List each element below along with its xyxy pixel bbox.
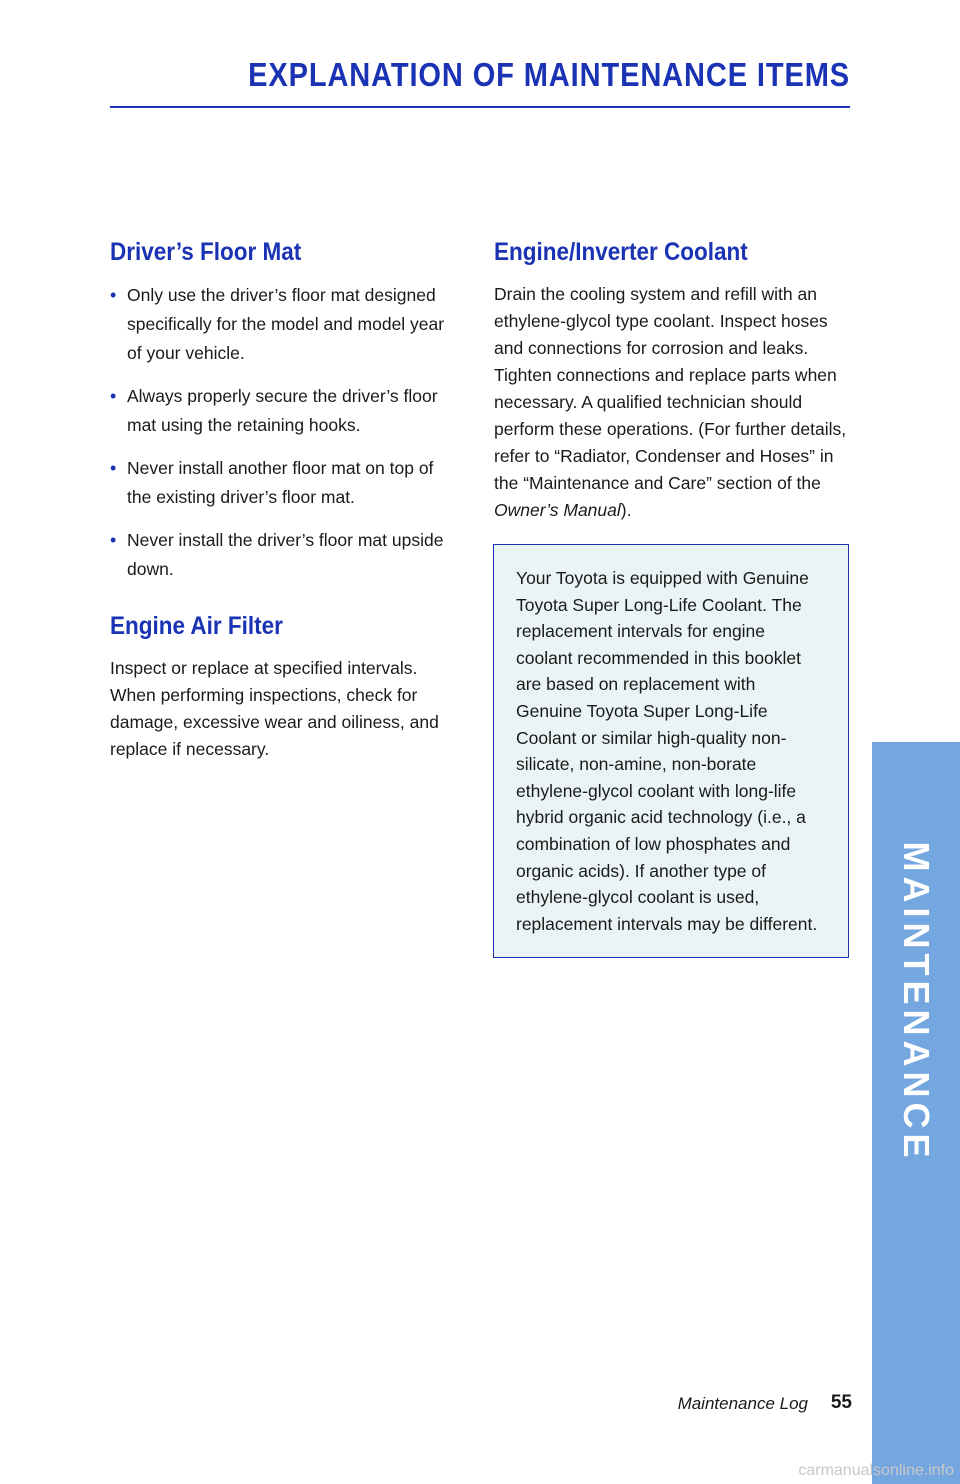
right-column <box>494 238 850 524</box>
bullet-dot-icon: • <box>110 458 117 478</box>
bullet-text: Only use the driver’s floor mat designed specifically for the model and model year of your vehicle. <box>127 285 445 363</box>
page-number: 55 <box>830 1392 852 1413</box>
left-column <box>110 238 455 763</box>
bullet-text: Never install the driver’s floor mat upside down. <box>127 530 444 579</box>
air-filter-heading: Engine Air Filter <box>110 612 283 640</box>
list-item <box>110 382 455 440</box>
coolant-heading: Engine/Inverter Coolant <box>494 238 748 266</box>
coolant-note-text: Your Toyota is equipped with Genuine Toyota Super Long-Life Coolant. The replacement intervals for engine coolant recommended in this booklet are based on replacement with Genuine Toyota Super Long-Life Coolant or similar high-quality non-silicate, non-amine, non-borate ethylene-glycol coolant with long-life hybrid organic acid technology (i.e., a combination of low phosphates and organic acids). If another type of ethylene-glycol coolant is used, replacement intervals may be different. <box>516 568 818 934</box>
air-filter-text: Inspect or replace at specified intervals. When performing inspections, check for damage, excessive wear and oiliness, and replace if necessary. <box>110 658 439 759</box>
bullet-dot-icon: • <box>110 530 117 550</box>
list-item <box>110 281 455 368</box>
bullet-dot-icon: • <box>110 386 117 406</box>
watermark: carmanualsonline.info <box>798 1462 954 1479</box>
footer-section-label: Maintenance Log <box>677 1394 808 1413</box>
bullet-text: Never install another floor mat on top of the existing driver’s floor mat. <box>127 458 434 507</box>
side-tab-label: MAINTENANCE <box>896 841 937 1163</box>
coolant-text-end: ). <box>620 500 632 520</box>
floor-mat-bullet-list <box>110 281 455 584</box>
coolant-note-box <box>493 544 849 958</box>
floor-mat-heading: Driver’s Floor Mat <box>110 238 302 266</box>
bullet-text: Always properly secure the driver’s floor mat using the retaining hooks. <box>127 386 438 435</box>
owners-manual-title: Owner’s Manual <box>494 500 621 520</box>
title-divider <box>110 106 850 108</box>
section-side-tab <box>872 742 960 1484</box>
list-item <box>110 526 455 584</box>
bullet-dot-icon: • <box>110 285 117 305</box>
list-item <box>110 454 455 512</box>
coolant-text-main: Drain the cooling system and refill with an ethylene-glycol type coolant. Inspect hoses and connections for corrosion and leaks. Tighten connections and replace parts when necessary. A qualified technician should perform these operations. (For further details, refer to “Radiator, Condenser and Hoses” in the “Maintenance and Care” section of the <box>494 284 847 493</box>
page-title: EXPLANATION OF MAINTENANCE ITEMS <box>248 56 850 93</box>
coolant-text <box>494 281 850 524</box>
